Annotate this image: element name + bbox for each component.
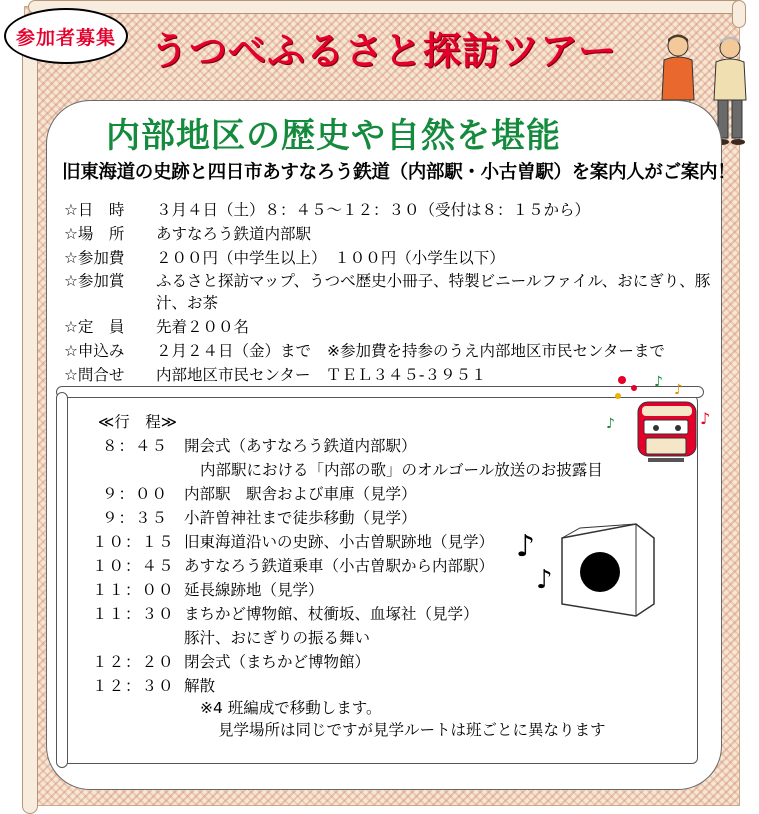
schedule-desc: 閉会式（まちかど博物館）	[184, 653, 371, 671]
schedule-desc: 解散	[184, 677, 216, 695]
schedule-row	[92, 626, 552, 650]
schedule-time: １０：１５	[92, 533, 175, 551]
schedule-desc: 旧東海道沿いの史跡、小古曽駅跡地（見学）	[184, 533, 495, 551]
info-label: ☆参加賞	[64, 272, 125, 290]
speaker-illustration	[514, 518, 664, 618]
info-value: 先着２００名	[156, 318, 250, 336]
schedule-time: １０：４５	[92, 557, 175, 575]
svg-text:♪: ♪	[674, 382, 683, 398]
schedule-list	[92, 434, 603, 698]
schedule-desc: 開会式（あすなろう鉄道内部駅）	[184, 437, 417, 455]
info-label: ☆問合せ	[64, 366, 125, 384]
event-info	[64, 198, 714, 387]
svg-text:♪: ♪	[654, 374, 663, 390]
info-value: ２００円（中学生以上） １００円（小学生以下）	[156, 249, 505, 267]
schedule-desc: 豚汁、おにぎりの振る舞い	[184, 629, 371, 647]
info-row-datetime	[64, 198, 714, 222]
info-value	[156, 339, 714, 363]
schedule-desc: 延長線跡地（見学）	[184, 581, 324, 599]
scroll-roll-top	[28, 0, 744, 14]
info-row-fee	[64, 246, 714, 270]
schedule-note-2: 見学場所は同じですが見学ルートは班ごとに異なります	[218, 721, 606, 739]
info-label: ☆申込み	[64, 342, 125, 360]
svg-text:♪: ♪	[536, 565, 553, 595]
svg-text:♪: ♪	[516, 529, 536, 564]
schedule-time: ９：３５	[101, 509, 168, 527]
schedule-row	[92, 578, 552, 602]
schedule-time: ９：００	[101, 485, 168, 503]
subtitle: 内部地区の歴史や自然を堪能	[106, 116, 561, 156]
info-row-gift	[64, 270, 714, 315]
recruitment-badge: 参加者募集	[4, 8, 128, 64]
train-illustration	[604, 372, 720, 468]
info-label: ☆定 員	[64, 318, 125, 336]
schedule-time: １２：２０	[92, 653, 175, 671]
schedule-row	[92, 506, 552, 530]
info-label: ☆日 時	[64, 201, 125, 219]
schedule-desc: 内部駅 駅舎および車庫（見学）	[184, 485, 417, 503]
info-value: あすなろう鉄道内部駅	[156, 225, 312, 243]
schedule-time	[92, 458, 184, 482]
schedule-heading: ≪行 程≫	[98, 413, 177, 431]
schedule-desc: あすなろう鉄道乗車（小古曽駅から内部駅）	[184, 557, 495, 575]
schedule-time	[92, 626, 184, 650]
schedule-note: ※4 班編成で移動します。	[200, 699, 382, 717]
info-value: ３月４日（土）８：４５～１２：３０（受付は８：１５から）	[156, 201, 591, 219]
schedule-row	[92, 650, 552, 674]
schedule-row	[92, 458, 603, 482]
schedule-row	[92, 554, 552, 578]
info-value: ふるさと探訪マップ、うつべ歴史小冊子、特製ビニールファイル、おにぎり、豚汁、お茶	[156, 272, 711, 312]
info-label: ☆参加費	[64, 249, 125, 267]
lead-text: 旧東海道の史跡と四日市あすなろう鉄道（内部駅・小古曽駅）を案内人がご案内！	[62, 162, 736, 183]
schedule-desc: まちかど博物館、杖衝坂、血塚社（見学）	[184, 605, 479, 623]
schedule-time: ８：４５	[101, 437, 168, 455]
svg-text:♪: ♪	[606, 416, 615, 432]
info-row-capacity	[64, 315, 714, 339]
schedule-time: １１：３０	[92, 605, 175, 623]
schedule-desc: 小許曽神社まで徒歩移動（見学）	[184, 509, 417, 527]
schedule-scroll-curl-left	[56, 392, 68, 768]
schedule-time: １２：３０	[92, 677, 175, 695]
info-value: 内部地区市民センター ＴＥＬ３４５-３９５１	[156, 366, 487, 384]
svg-text:♪: ♪	[700, 409, 711, 428]
schedule-row	[92, 434, 552, 458]
schedule-row	[92, 674, 552, 698]
schedule-row	[92, 482, 552, 506]
schedule-row	[92, 602, 552, 626]
scroll-roll-left	[22, 30, 38, 814]
application-note: ※参加費を持参のうえ内部地区市民センターまで	[327, 342, 665, 360]
scroll-roll-right	[732, 0, 746, 28]
page-title: うつべふるさと探訪ツアー	[150, 29, 617, 73]
schedule-row	[92, 530, 552, 554]
info-row-place	[64, 222, 714, 246]
info-row-application	[64, 339, 714, 363]
application-deadline: ２月２４日（金）まで	[156, 342, 312, 360]
schedule-desc: 内部駅における「内部の歌」のオルゴール放送のお披露目	[200, 461, 603, 479]
info-label: ☆場 所	[64, 225, 125, 243]
schedule-time: １１：００	[92, 581, 175, 599]
